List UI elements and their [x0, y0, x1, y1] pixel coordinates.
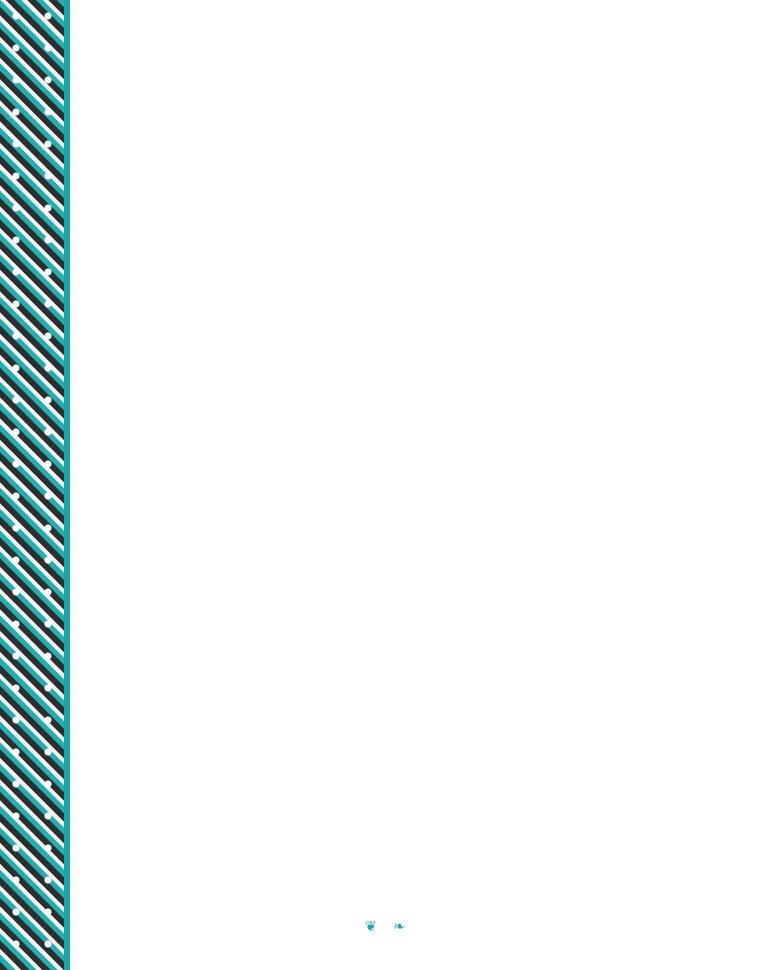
ornament-right-icon: ❧ — [393, 918, 405, 934]
ornament-left-icon: ❦ — [365, 918, 377, 934]
decorative-border-pattern — [0, 0, 64, 970]
page-footer — [330, 918, 440, 936]
border-accent-line — [64, 0, 70, 970]
